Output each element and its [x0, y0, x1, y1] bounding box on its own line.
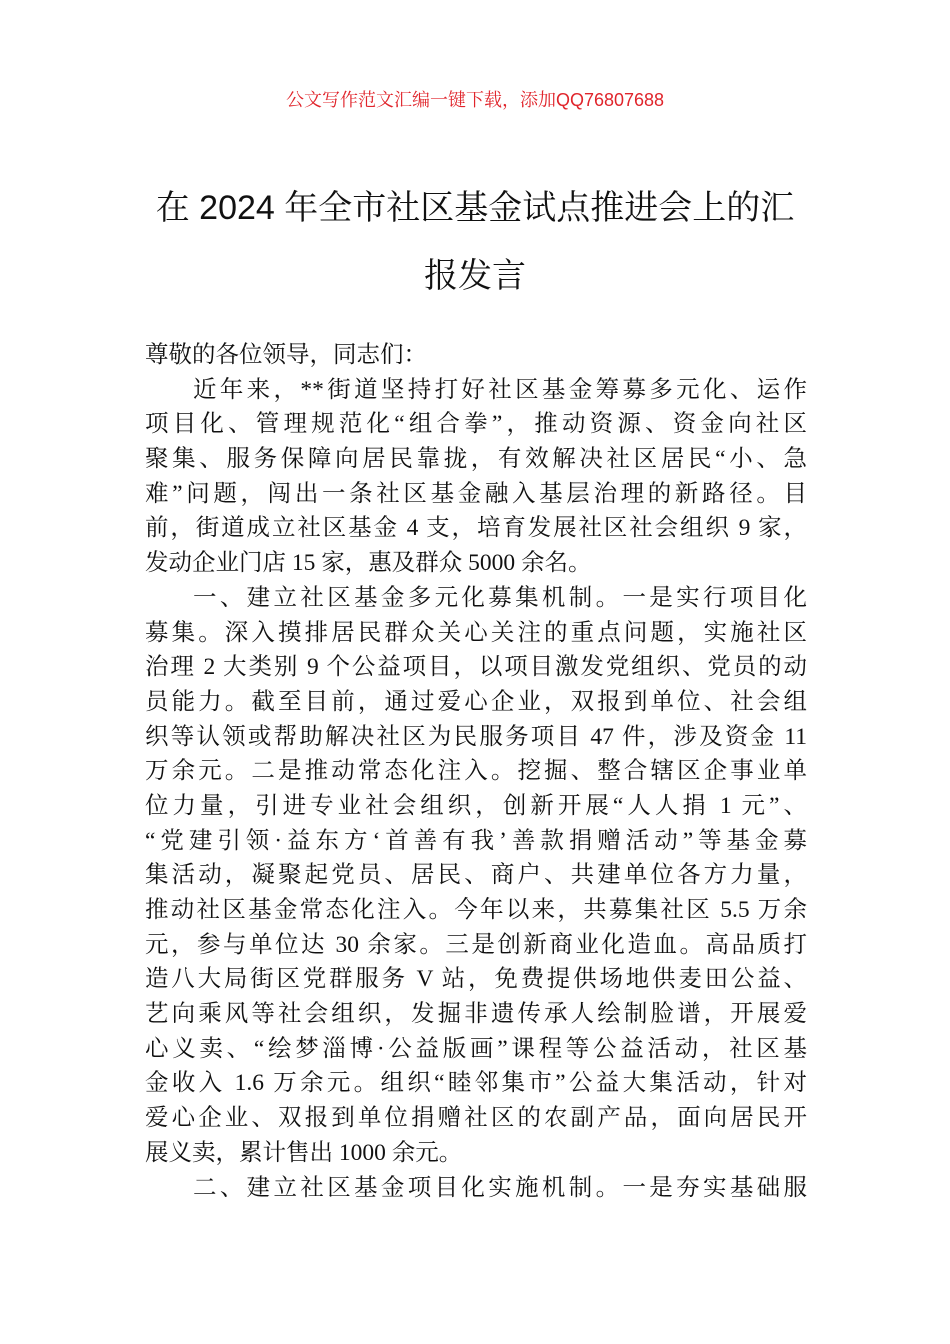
- salutation: [145, 338, 807, 373]
- text-line: 项目化、管理规范化“组合拳”，推动资源、资金向社区: [145, 411, 807, 438]
- text-line: “党建引领·益东方‘首善有我’善款捐赠活动”等基金募: [145, 827, 807, 854]
- text-line: 元，参与单位达 30 余家。三是创新商业化造血。高品质打: [145, 931, 807, 958]
- text-line: 展义卖，累计售出 1000 余元。: [145, 1139, 463, 1166]
- text-line: 治理 2 大类别 9 个公益项目，以项目激发党组织、党员的动: [145, 654, 807, 681]
- text-line: 织等认领或帮助解决社区为民服务项目 47 件，涉及资金 11: [145, 723, 807, 750]
- text-line: 推动社区基金常态化注入。今年以来，共募集社区 5.5 万余: [145, 897, 807, 923]
- text-line: 员能力。截至目前，通过爱心企业，双报到单位、社会组: [145, 688, 807, 715]
- text-line: 位力量，引进专业社会组织，创新开展“人人捐 1 元”、: [145, 792, 807, 819]
- text-line: 一、建立社区基金多元化募集机制。一是实行项目化: [193, 584, 807, 611]
- text-line: 聚集、服务保障向居民靠拢，有效解决社区居民“小、急: [145, 446, 807, 473]
- text-line: 心义卖、“绘梦淄博·公益版画”课程等公益活动，社区基: [145, 1035, 807, 1062]
- text-line: 二、建立社区基金项目化实施机制。一是夯实基础服: [193, 1174, 807, 1201]
- text-line: 造八大局街区党群服务 V 站，免费提供场地供麦田公益、: [145, 966, 807, 993]
- text-line: 难”问题，闯出一条社区基金融入基层治理的新路径。目: [145, 480, 807, 507]
- document-title-line-1: 在 2024 年全市社区基金试点推进会上的汇: [155, 189, 795, 227]
- paragraph: [145, 1171, 807, 1206]
- text-line: 募集。深入摸排居民群众关心关注的重点问题，实施社区: [145, 619, 807, 646]
- paragraph: [145, 581, 807, 1171]
- paragraph: [145, 373, 807, 581]
- text-line: 尊敬的各位领导，同志们：: [145, 342, 427, 368]
- document-body: [145, 338, 807, 1205]
- text-line: 发动企业门店 15 家，惠及群众 5000 余名。: [145, 550, 592, 577]
- watermark-banner: 公文写作范文汇编一键下载，添加QQ76807688: [285, 90, 665, 110]
- document-title-line-2: 报发言: [424, 257, 526, 295]
- text-line: 前，街道成立社区基金 4 支，培育发展社区社会组织 9 家，: [145, 515, 807, 542]
- text-line: 集活动，凝聚起党员、居民、商户、共建单位各方力量，: [145, 862, 807, 889]
- text-line: 艺向乘风等社会组织，发掘非遗传承人绘制脸谱，开展爱: [145, 1001, 807, 1028]
- text-line: 近年来，**街道坚持打好社区基金筹募多元化、运作: [193, 376, 807, 403]
- text-line: 金收入 1.6 万余元。组织“睦邻集市”公益大集活动，针对: [145, 1070, 807, 1097]
- text-line: 爱心企业、双报到单位捐赠社区的农副产品，面向居民开: [145, 1105, 807, 1132]
- text-line: 万余元。二是推动常态化注入。挖掘、整合辖区企事业单: [145, 758, 807, 785]
